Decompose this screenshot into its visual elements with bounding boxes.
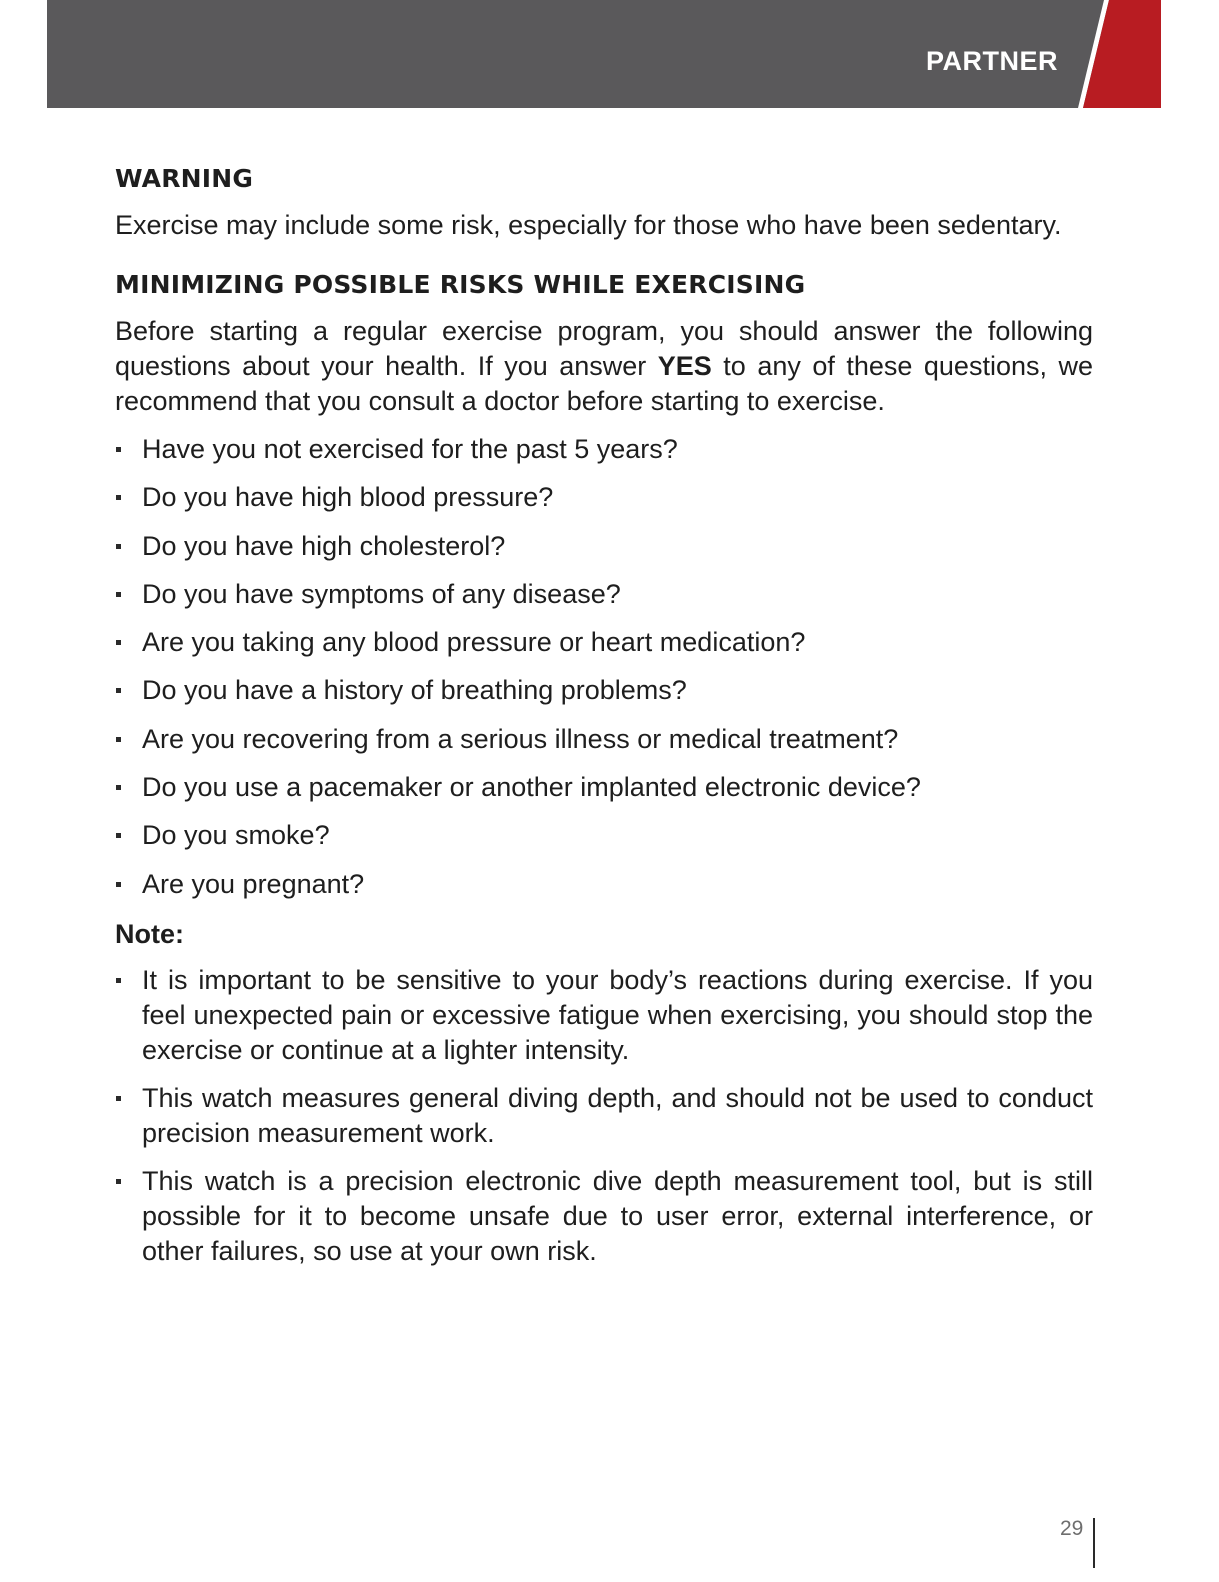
note-text: This watch measures general diving depth, and should not be used to conduct precision measurement work.: [142, 1082, 1093, 1148]
bullet-icon: [116, 544, 121, 549]
health-question-list: [115, 432, 1093, 902]
question-text: Are you taking any blood pressure or heart medication?: [142, 627, 806, 658]
question-text: Have you not exercised for the past 5 years?: [142, 434, 678, 464]
question-item: [115, 625, 1093, 660]
question-text: Do you have high cholesterol?: [142, 530, 506, 561]
header-accent-stripe: [1078, 0, 1161, 108]
note-list: [115, 963, 1093, 1269]
risks-heading: MINIMIZING POSSIBLE RISKS WHILE EXERCISING: [115, 270, 806, 299]
question-text: Do you smoke?: [142, 820, 330, 851]
risks-intro: [115, 314, 1093, 419]
bullet-icon: [116, 1096, 121, 1101]
intro-emphasis-yes: YES: [657, 351, 712, 381]
question-text: Do you have symptoms of any disease?: [142, 578, 621, 609]
question-text: Do you use a pacemaker or another implanted electronic device?: [142, 772, 921, 803]
page-number: 29: [1060, 1517, 1084, 1540]
question-item: [115, 818, 1093, 853]
bullet-icon: [116, 882, 121, 887]
note-item: [115, 1081, 1093, 1151]
question-item: [115, 673, 1093, 708]
question-text: Do you have a history of breathing problems?: [142, 675, 687, 706]
question-item: [115, 722, 1093, 757]
question-text: Are you pregnant?: [142, 868, 365, 899]
brand-label: PARTNER: [925, 46, 1058, 76]
bullet-icon: [116, 447, 121, 452]
page-number-rule: [1093, 1518, 1095, 1568]
question-item: [115, 867, 1093, 902]
note-item: [115, 963, 1093, 1068]
question-item: [115, 432, 1093, 467]
bullet-icon: [116, 640, 121, 645]
bullet-icon: [116, 978, 121, 983]
bullet-icon: [116, 1179, 121, 1184]
bullet-icon: [116, 833, 121, 838]
bullet-icon: [116, 737, 121, 742]
bullet-icon: [116, 785, 121, 790]
note-text: This watch is a precision electronic dive depth measurement tool, but is still possible for it to become unsafe due to user error, external interference, or other failures, so use at your own risk.: [142, 1165, 1093, 1266]
bullet-icon: [116, 495, 121, 500]
warning-text: Exercise may include some risk, especially for those who have been sedentary.: [115, 210, 1062, 240]
page-content: [115, 160, 1093, 1282]
note-heading: Note:: [115, 918, 184, 949]
question-text: Do you have high blood pressure?: [142, 482, 554, 513]
bullet-icon: [116, 592, 121, 597]
note-text: It is important to be sensitive to your body’s reactions during exercise. If you feel unexpected pain or excessive fatigue when exercising, you should stop the exercise or continue at a lighter intensity.: [142, 964, 1093, 1065]
question-item: [115, 529, 1093, 564]
intro-text-after: to any of these questions, we recommend that you consult a doctor before starting to exercise.: [115, 351, 1093, 416]
question-text: Are you recovering from a serious illness or medical treatment?: [142, 723, 899, 754]
bullet-icon: [116, 688, 121, 693]
question-item: [115, 577, 1093, 612]
question-item: [115, 770, 1093, 805]
question-item: [115, 480, 1093, 515]
intro-text-before: Before starting a regular exercise program, you should answer the following questions about your health. If you answer: [115, 316, 1093, 381]
note-item: [115, 1164, 1093, 1269]
warning-heading: WARNING: [115, 164, 254, 193]
